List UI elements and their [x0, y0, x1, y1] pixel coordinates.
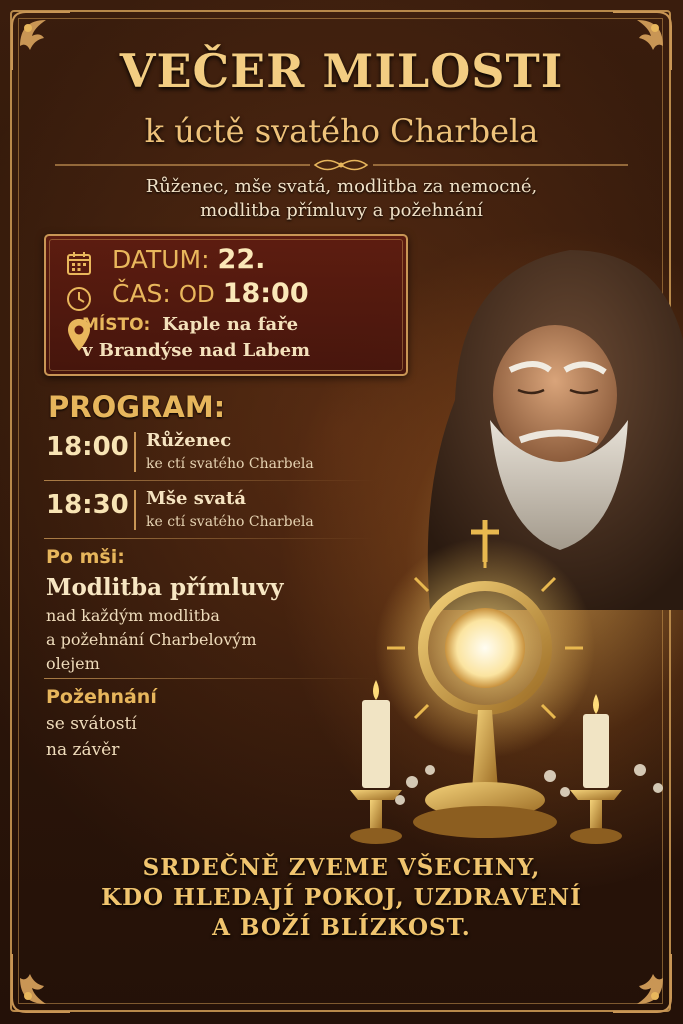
program-separator: [44, 480, 374, 481]
monstrance-and-candles: [340, 500, 683, 860]
blessing-line-2: na závěr: [46, 740, 120, 760]
after-mass-line-2: a požehnání Charbelovým: [46, 630, 257, 649]
closing-line-3: A BOŽÍ BLÍZKOST.: [212, 914, 471, 941]
program-item-2-desc: ke ctí svatého Charbela: [146, 514, 314, 530]
date-value: 22.: [217, 244, 266, 275]
after-mass-line-3: olejem: [46, 654, 100, 673]
time-label: ČAS:: [112, 279, 171, 308]
ornament-divider-icon: [55, 158, 628, 172]
after-mass-line-1: nad každým modlitba: [46, 606, 220, 625]
clock-icon: [66, 286, 92, 312]
program-item-1-title: Růženec: [146, 430, 232, 451]
program-item-2-title: Mše svatá: [146, 488, 247, 509]
date-row: [112, 244, 265, 275]
program-separator: [44, 678, 374, 679]
closing-line-2: KDO HLEDAJÍ POKOJ, UZDRAVENÍ: [101, 884, 582, 911]
place-line-1: Kaple na faře: [162, 314, 299, 335]
corner-ornament-icon: [607, 948, 677, 1018]
after-mass-heading: Po mši:: [46, 546, 125, 568]
time-row: [112, 278, 309, 309]
place-row: [82, 314, 298, 335]
program-heading: PROGRAM:: [48, 390, 226, 424]
blessing-heading: Požehnání: [46, 686, 157, 708]
after-mass-title: Modlitba přímluvy: [46, 574, 284, 601]
place-line-2: v Brandýse nad Labem: [82, 340, 311, 361]
poster-subtitle: k úctě svatého Charbela: [144, 112, 539, 150]
date-label: DATUM:: [112, 245, 210, 274]
program-item-2-time: 18:30: [46, 490, 129, 520]
calendar-icon: [66, 250, 92, 276]
description-line-2: modlitba přímluvy a požehnání: [200, 200, 483, 221]
program-item-1-divider: [134, 432, 136, 472]
program-item-2-divider: [134, 490, 136, 530]
poster-title: VEČER MILOSTI: [119, 44, 564, 98]
program-item-1-time: 18:00: [46, 432, 129, 462]
closing-line-1: SRDEČNĚ ZVEME VŠECHNY,: [142, 854, 541, 881]
time-prefix: OD: [178, 282, 215, 308]
program-item-1-desc: ke ctí svatého Charbela: [146, 456, 314, 472]
blessing-line-1: se svátostí: [46, 714, 137, 734]
corner-ornament-icon: [6, 948, 76, 1018]
program-separator: [44, 538, 374, 539]
description-line-1: Růženec, mše svatá, modlitba za nemocné,: [145, 176, 538, 197]
time-value: 18:00: [222, 278, 309, 309]
place-label: MÍSTO:: [82, 315, 151, 335]
